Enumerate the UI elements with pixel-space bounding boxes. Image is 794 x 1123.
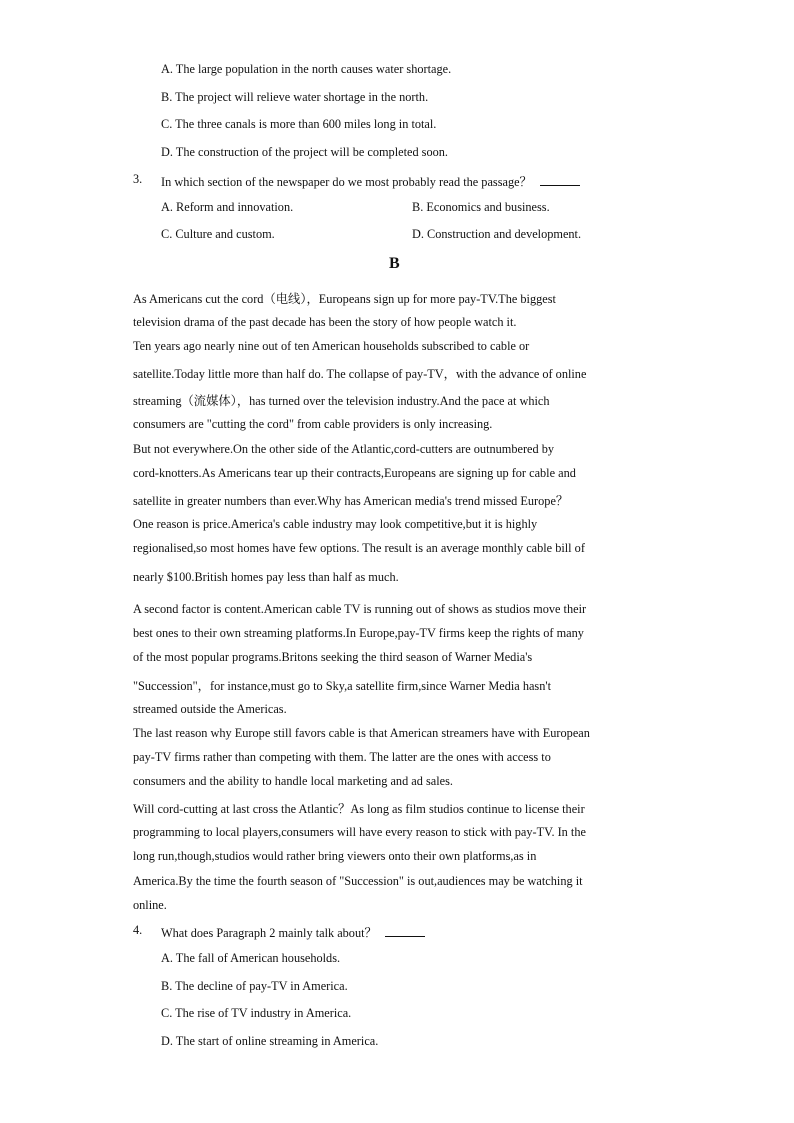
q3-text: In which section of the newspaper do we most probably read the passage？ <box>161 175 532 189</box>
passage-line: pay-TV firms rather than competing with them. The latter are the ones with access to <box>133 750 551 764</box>
section-heading: B <box>389 255 400 272</box>
passage-line: television drama of the past decade has been the story of how people watch it. <box>133 315 517 329</box>
passage-line: streaming（流媒体），has turned over the television industry.And the pace at which <box>133 394 550 408</box>
passage-line: programming to local players,consumers will have every reason to stick with pay-TV. In the <box>133 825 586 839</box>
q4-text: What does Paragraph 2 mainly talk about？ <box>161 926 377 940</box>
passage-line: A second factor is content.American cable TV is running out of shows as studios move their <box>133 602 587 616</box>
q2-option-a: A. The large population in the north causes water shortage. <box>161 62 452 76</box>
passage-line: best ones to their own streaming platforms.In Europe,pay-TV firms keep the rights of many <box>133 626 584 640</box>
passage-line: satellite.Today little more than half do. The collapse of pay-TV，with the advance of online <box>133 367 587 381</box>
passage-line: long run,though,studios would rather bring viewers onto their own platforms,as in <box>133 849 537 863</box>
passage-line: Will cord-cutting at last cross the Atlantic？As long as film studios continue to license their <box>133 802 585 816</box>
passage-line: satellite in greater numbers than ever.Why has American media's trend missed Europe？ <box>133 494 569 508</box>
q2-option-c: C. The three canals is more than 600 miles long in total. <box>161 117 437 131</box>
passage-line: of the most popular programs.Britons seeking the third season of Warner Media's <box>133 650 533 664</box>
passage-line: Ten years ago nearly nine out of ten American households subscribed to cable or <box>133 339 530 353</box>
passage-line: consumers are "cutting the cord" from cable providers is only increasing. <box>133 417 493 431</box>
q4-option-d: D. The start of online streaming in America. <box>161 1034 379 1048</box>
passage-line: regionalised,so most homes have few options. The result is an average monthly cable bill of <box>133 541 585 555</box>
q4-option-b: B. The decline of pay-TV in America. <box>161 979 348 993</box>
passage-line: America.By the time the fourth season of "Succession" is out,audiences may be watching it <box>133 874 583 888</box>
answer-blank <box>540 175 580 186</box>
q4-option-a: A. The fall of American households. <box>161 951 341 965</box>
passage-line: cord-knotters.As Americans tear up their contracts,Europeans are signing up for cable and <box>133 466 576 480</box>
passage-line: But not everywhere.On the other side of the Atlantic,cord-cutters are outnumbered by <box>133 442 555 456</box>
q4-option-c: C. The rise of TV industry in America. <box>161 1006 352 1020</box>
passage-line: consumers and the ability to handle local marketing and ad sales. <box>133 774 453 788</box>
answer-blank <box>385 926 425 937</box>
q2-option-d: D. The construction of the project will be completed soon. <box>161 145 448 159</box>
q3-option-d: D. Construction and development. <box>412 227 582 241</box>
q2-option-b: B. The project will relieve water shortage in the north. <box>161 90 429 104</box>
q3-option-b: B. Economics and business. <box>412 200 550 214</box>
q3-option-c: C. Culture and custom. <box>161 227 275 241</box>
passage-line: online. <box>133 898 167 912</box>
q4-question <box>161 923 425 941</box>
passage-line: One reason is price.America's cable industry may look competitive,but it is highly <box>133 517 538 531</box>
q3-option-a: A. Reform and innovation. <box>161 200 294 214</box>
q3-number: 3. <box>133 172 143 186</box>
q4-number: 4. <box>133 923 143 937</box>
passage-line: nearly $100.British homes pay less than half as much. <box>133 570 399 584</box>
passage-line: As Americans cut the cord（电线），Europeans sign up for more pay-TV.The biggest <box>133 292 556 306</box>
passage-line: "Succession"，for instance,must go to Sky,a satellite firm,since Warner Media hasn't <box>133 679 551 693</box>
q3-question <box>161 172 580 190</box>
passage-line: streamed outside the Americas. <box>133 702 287 716</box>
passage-line: The last reason why Europe still favors cable is that American streamers have with European <box>133 726 590 740</box>
